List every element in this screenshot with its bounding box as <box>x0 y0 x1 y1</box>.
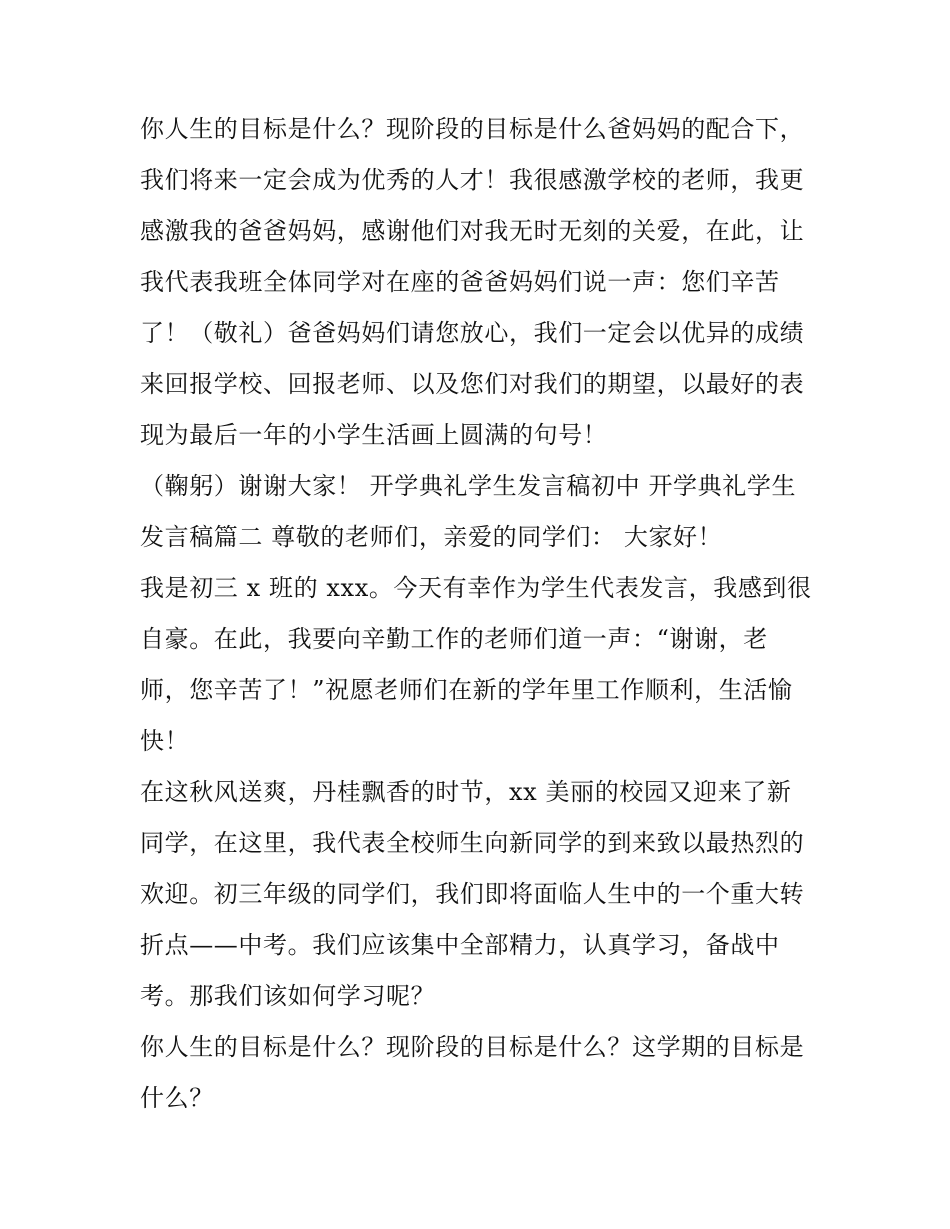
text-line: 你人生的目标是什么？现阶段的目标是什么？这学期的目标是 <box>140 1033 805 1061</box>
text-line: 什么？ <box>140 1084 214 1112</box>
text-line: 发言稿篇二 尊敬的老师们，亲爱的同学们： 大家好！ <box>140 523 723 551</box>
text-line: 师，您辛苦了！”祝愿老师们在新的学年里工作顺利，生活愉 <box>140 676 793 704</box>
text-line: 自豪。在此，我要向辛勤工作的老师们道一声：“谢谢，老 <box>140 625 768 653</box>
text-line: 你人生的目标是什么？现阶段的目标是什么爸妈妈的配合下， <box>140 115 805 143</box>
text-line: 折点——中考。我们应该集中全部精力，认真学习，备战中 <box>140 931 780 959</box>
text-line: 考。那我们该如何学习呢？ <box>140 982 436 1010</box>
text-line: 在这秋风送爽，丹桂飘香的时节，xx 美丽的校园又迎来了新 <box>140 778 792 806</box>
text-line: 快！ <box>140 727 190 755</box>
text-line: 感激我的爸爸妈妈，感谢他们对我无时无刻的关爱，在此，让 <box>140 217 805 245</box>
text-line: 我们将来一定会成为优秀的人才！我很感激学校的老师，我更 <box>140 166 805 194</box>
text-line: 了！（敬礼）爸爸妈妈们请您放心，我们一定会以优异的成绩 <box>140 319 805 347</box>
text-line: 我是初三 x 班的 xxx。今天有幸作为学生代表发言，我感到很 <box>140 574 812 602</box>
text-line: 同学，在这里，我代表全校师生向新同学的到来致以最热烈的 <box>140 829 805 857</box>
text-line: 欢迎。初三年级的同学们，我们即将面临人生中的一个重大转 <box>140 880 805 908</box>
text-line: 来回报学校、回报老师、以及您们对我们的期望，以最好的表 <box>140 370 805 398</box>
text-line: 现为最后一年的小学生活画上圆满的句号！ <box>140 421 608 449</box>
text-line: 我代表我班全体同学对在座的爸爸妈妈们说一声：您们辛苦 <box>140 268 780 296</box>
text-line: （鞠躬）谢谢大家！ 开学典礼学生发言稿初中 开学典礼学生 <box>140 472 797 500</box>
document-body <box>140 104 820 1124</box>
